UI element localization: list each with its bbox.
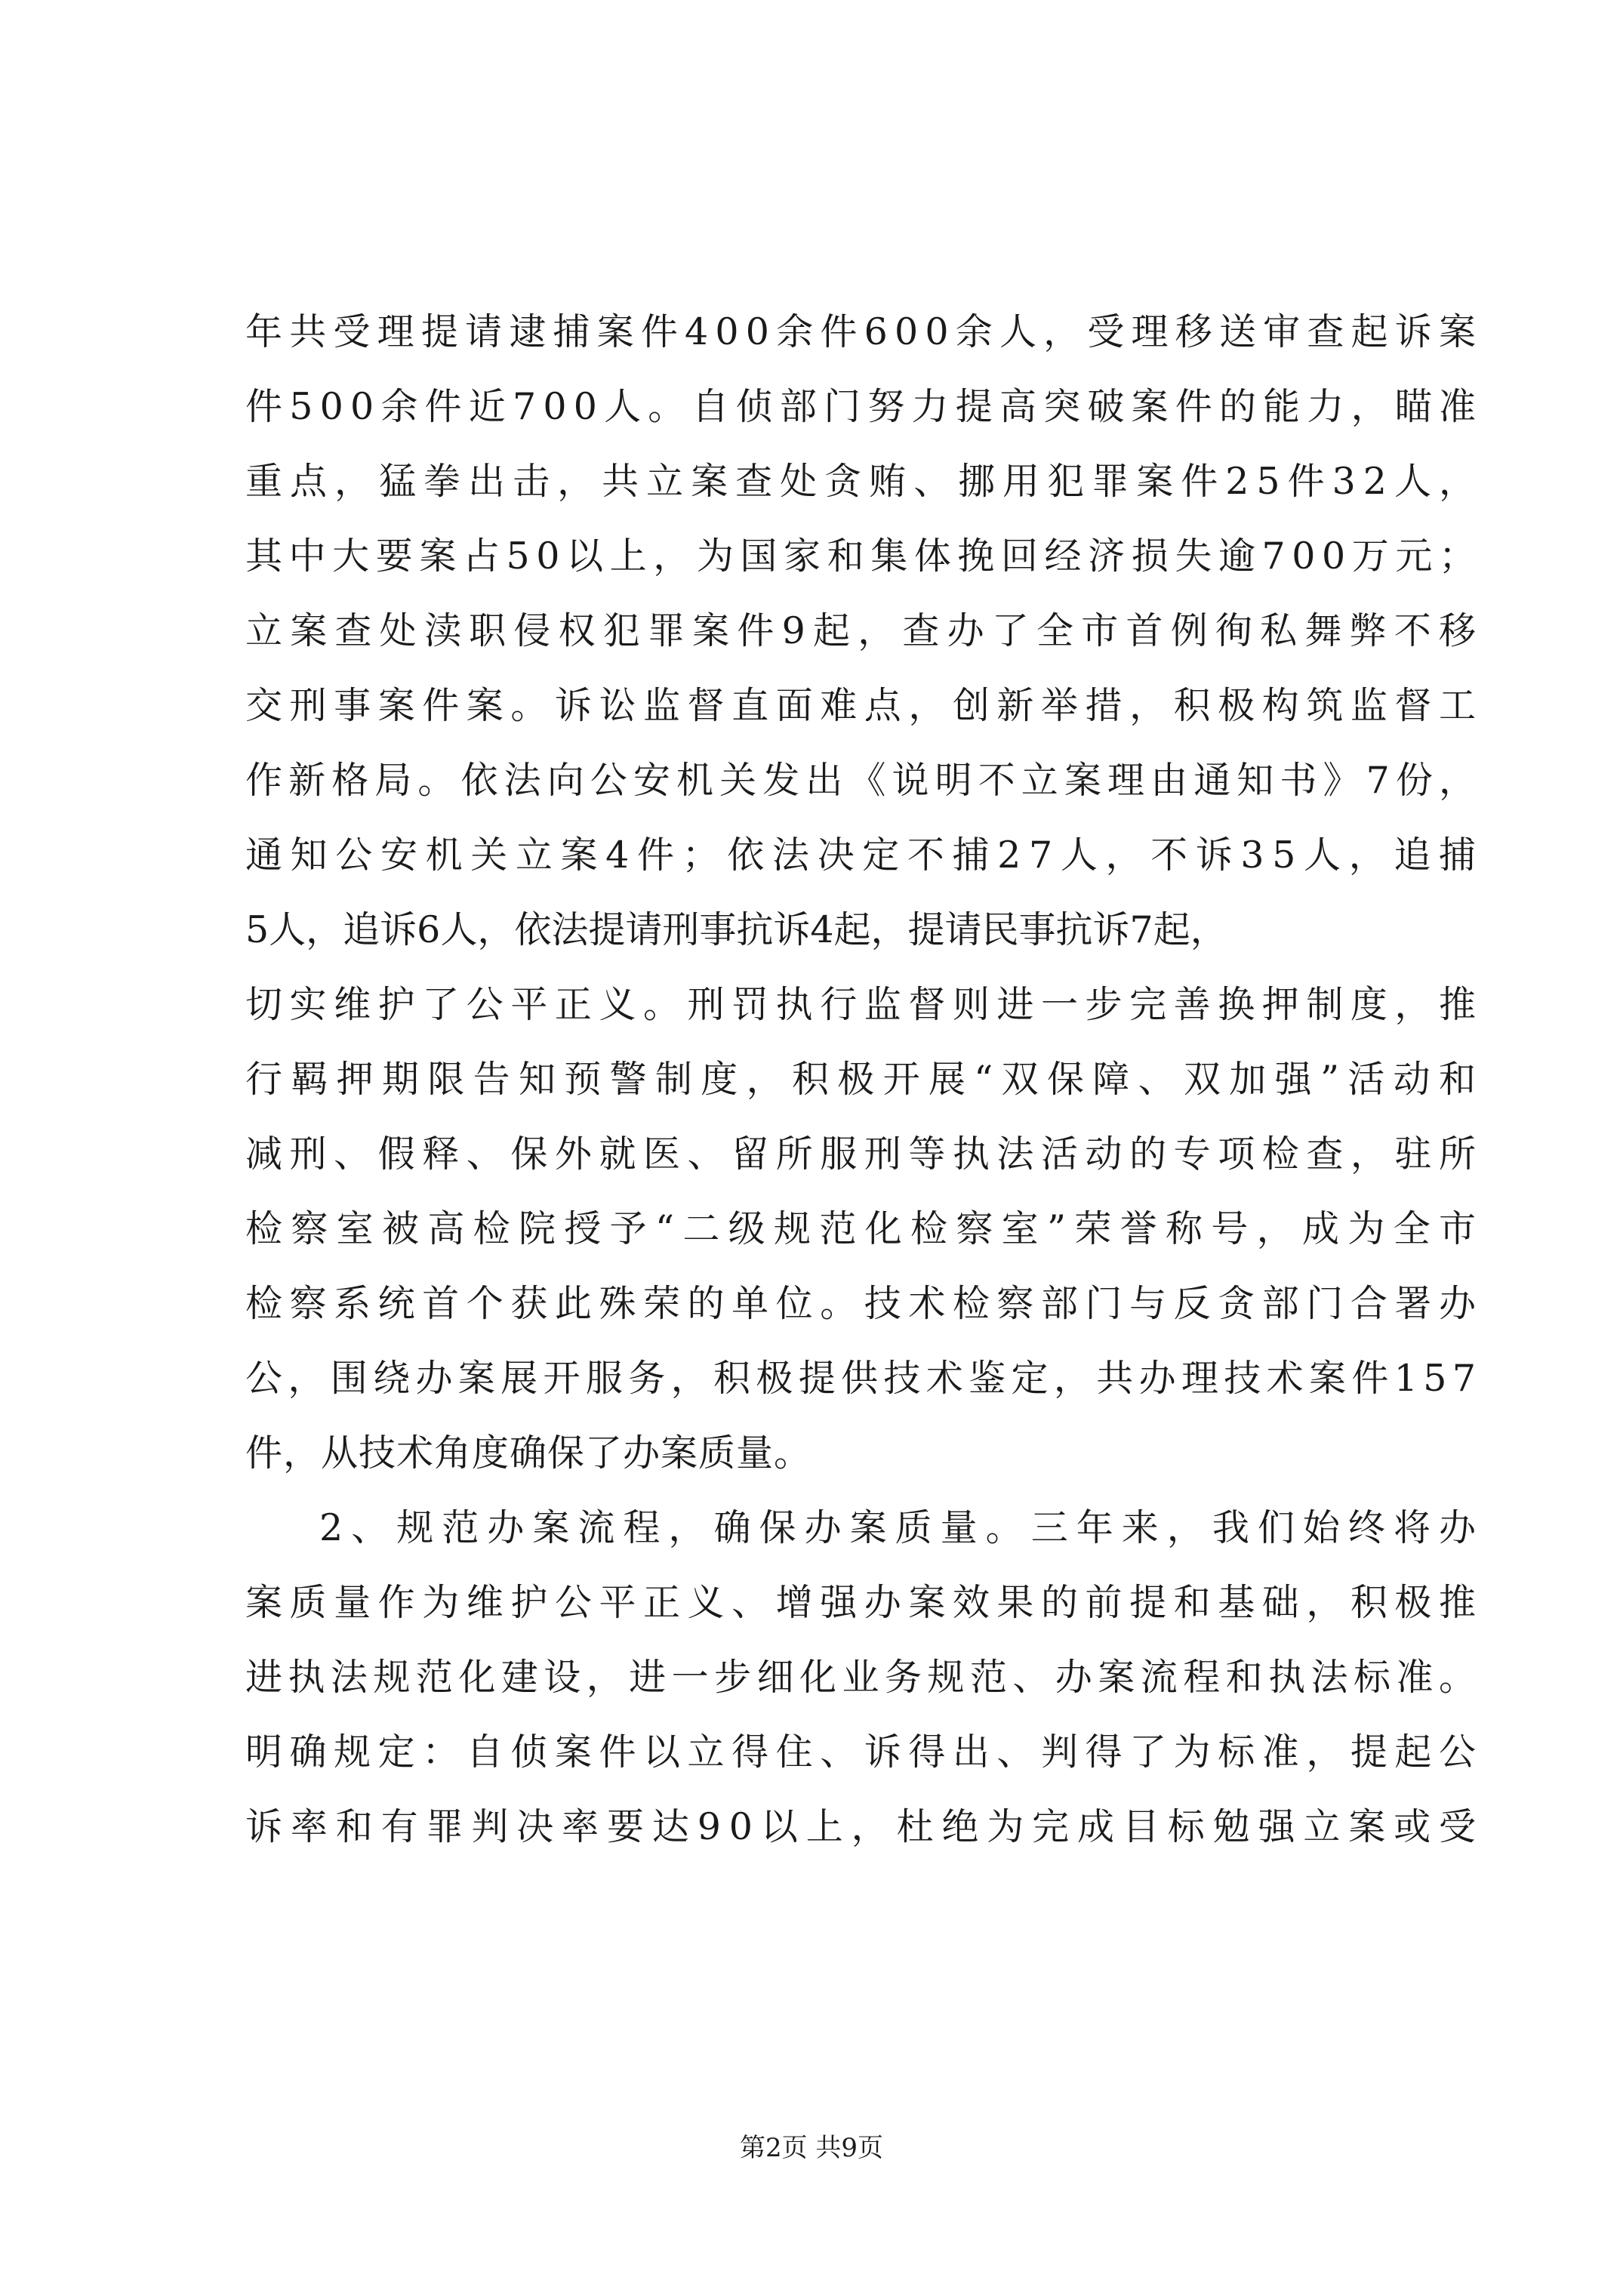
text-line: 公，围绕办案展开服务，积极提供技术鉴定，共办理技术案件157 [245, 1357, 1482, 1400]
text-line: 立案查处渎职侵权犯罪案件9起，查办了全市首例徇私舞弊不移 [245, 609, 1484, 652]
text-line: 案质量作为维护公平正义、增强办案效果的前提和基础，积极推 [245, 1581, 1483, 1624]
text-line: 诉率和有罪判决率要达90以上，杜绝为完成目标勉强立案或受 [245, 1805, 1484, 1848]
text-line: 明确规定：自侦案件以立得住、诉得出、判得了为标准，提起公 [245, 1730, 1483, 1774]
text-line: 作新格局。依法向公安机关发出《说明不立案理由通知书》7份， [245, 759, 1483, 802]
text-line: 件，从技术角度确保了办案质量。 [245, 1432, 812, 1475]
text-line: 行羁押期限告知预警制度，积极开展“双保障、双加强”活动和 [245, 1058, 1485, 1101]
text-line: 交刑事案件案。诉讼监督直面难点，创新举措，积极构筑监督工 [245, 684, 1483, 727]
text-line: 件500余件近700人。自侦部门努力提高突破案件的能力，瞄准 [245, 385, 1483, 428]
text-line: 检察室被高检院授予“二级规范化检察室”荣誉称号，成为全市 [245, 1207, 1485, 1250]
text-line: 检察系统首个获此殊荣的单位。技术检察部门与反贪部门合署办 [245, 1282, 1483, 1325]
text-line: 减刑、假释、保外就医、留所服刑等执法活动的专项检查，驻所 [245, 1133, 1483, 1176]
text-line: 年共受理提请逮捕案件400余件600余人，受理移送审查起诉案 [245, 310, 1483, 353]
paragraph-first-line: 2、规范办案流程，确保办案质量。三年来，我们始终将办 [319, 1506, 1485, 1549]
text-line: 重点，猛拳出击，共立案查处贪贿、挪用犯罪案件25件32人， [245, 460, 1484, 503]
text-line: 其中大要案占50以上，为国家和集体挽回经济损失逾700万元； [245, 535, 1483, 578]
text-line: 进执法规范化建设，进一步细化业务规范、办案流程和执法标准。 [245, 1656, 1482, 1699]
page-footer: 第2页 共9页 [739, 2133, 884, 2163]
text-line: 切实维护了公平正义。刑罚执行监督则进一步完善换押制度，推 [245, 983, 1483, 1026]
text-line: 通知公安机关立案4件；依法决定不捕27人，不诉35人，追捕 [245, 834, 1484, 877]
text-line: 5人，追诉6人，依法提请刑事抗诉4起，提请民事抗诉7起， [245, 908, 1227, 951]
